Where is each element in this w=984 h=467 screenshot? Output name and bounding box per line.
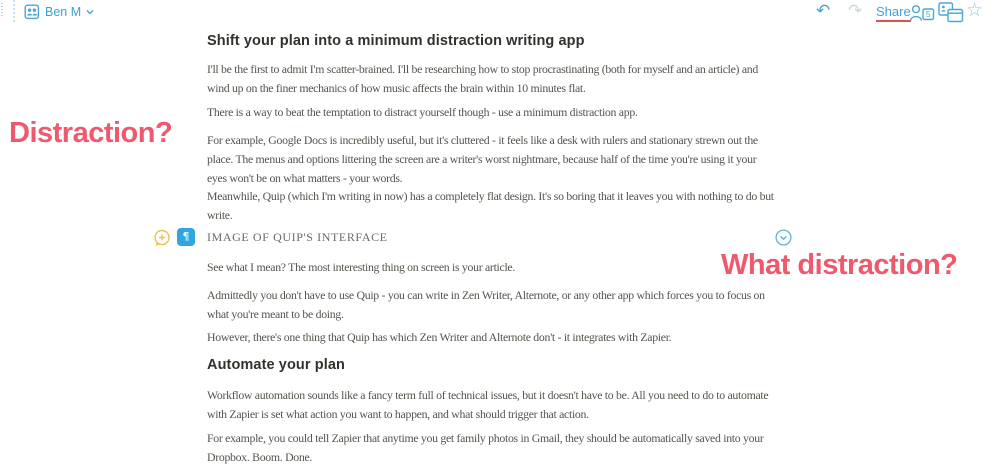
- top-toolbar: [0, 0, 984, 30]
- collapse-chevron-icon[interactable]: [775, 229, 792, 251]
- doc-heading-1[interactable]: Shift your plan into a minimum distraction writing app: [207, 33, 585, 49]
- doc-paragraph[interactable]: I'll be the first to admit I'm scatter-brained. I'll be researching how to stop procrastinating (both for myself and an article) and wind up on the finer mechanics of how music affects the brain within 10 minutes flat.: [207, 62, 758, 95]
- doc-paragraph[interactable]: For example, Google Docs is incredibly useful, but it's cluttered - it feels like a desk with rulers and stationary strewn out the place. The menus and options littering the screen are a writer's worst nightmare, because half of the time you're using it your eyes won't be on what matters - your words.: [207, 133, 758, 185]
- annotation-distraction: Distraction?: [9, 117, 173, 149]
- image-placeholder-row: [0, 228, 984, 248]
- collaborators-icon[interactable]: [909, 3, 937, 28]
- share-button[interactable]: Share: [876, 4, 911, 22]
- doc-paragraph[interactable]: For example, you could tell Zapier that anytime you get family photos in Gmail, they should be automatically saved into your Dropbox. Boom. Done.: [207, 431, 764, 464]
- redo-icon[interactable]: ↷: [848, 1, 863, 21]
- annotation-what-distraction: What distraction?: [721, 249, 958, 281]
- doc-paragraph[interactable]: Meanwhile, Quip (which I'm writing in now) has a completely flat design. It's so boring that it leaves you with nothing to do but write.: [207, 189, 774, 222]
- add-comment-icon[interactable]: [153, 229, 171, 253]
- undo-icon[interactable]: ↶: [816, 1, 831, 21]
- doc-paragraph[interactable]: There is a way to beat the temptation to distract yourself though - use a minimum distraction app.: [207, 105, 638, 119]
- favorite-star-icon[interactable]: ☆: [966, 0, 984, 21]
- collaborator-count-badge: 5: [925, 9, 931, 20]
- paragraph-style-button[interactable]: ¶: [177, 228, 195, 246]
- doc-paragraph[interactable]: However, there's one thing that Quip has which Zen Writer and Alternote don't - it integrates with Zapier.: [207, 330, 672, 344]
- doc-heading-2[interactable]: Automate your plan: [207, 357, 345, 373]
- documents-icon[interactable]: [938, 2, 964, 28]
- doc-paragraph[interactable]: Admittedly you don't have to use Quip - you can write in Zen Writer, Alternote, or any other app which forces you to focus on what you're meant to be doing.: [207, 288, 765, 321]
- doc-paragraph[interactable]: Workflow automation sounds like a fancy term full of technical issues, but it doesn't have to be. All you need to do to automate with Zapier is set what action you want to happen, and what should trigger that action.: [207, 388, 769, 421]
- user-name-label: Ben M: [45, 5, 82, 19]
- image-placeholder-label[interactable]: IMAGE OF QUIP'S INTERFACE: [207, 230, 388, 244]
- doc-paragraph[interactable]: See what I mean? The most interesting thing on screen is your article.: [207, 260, 516, 274]
